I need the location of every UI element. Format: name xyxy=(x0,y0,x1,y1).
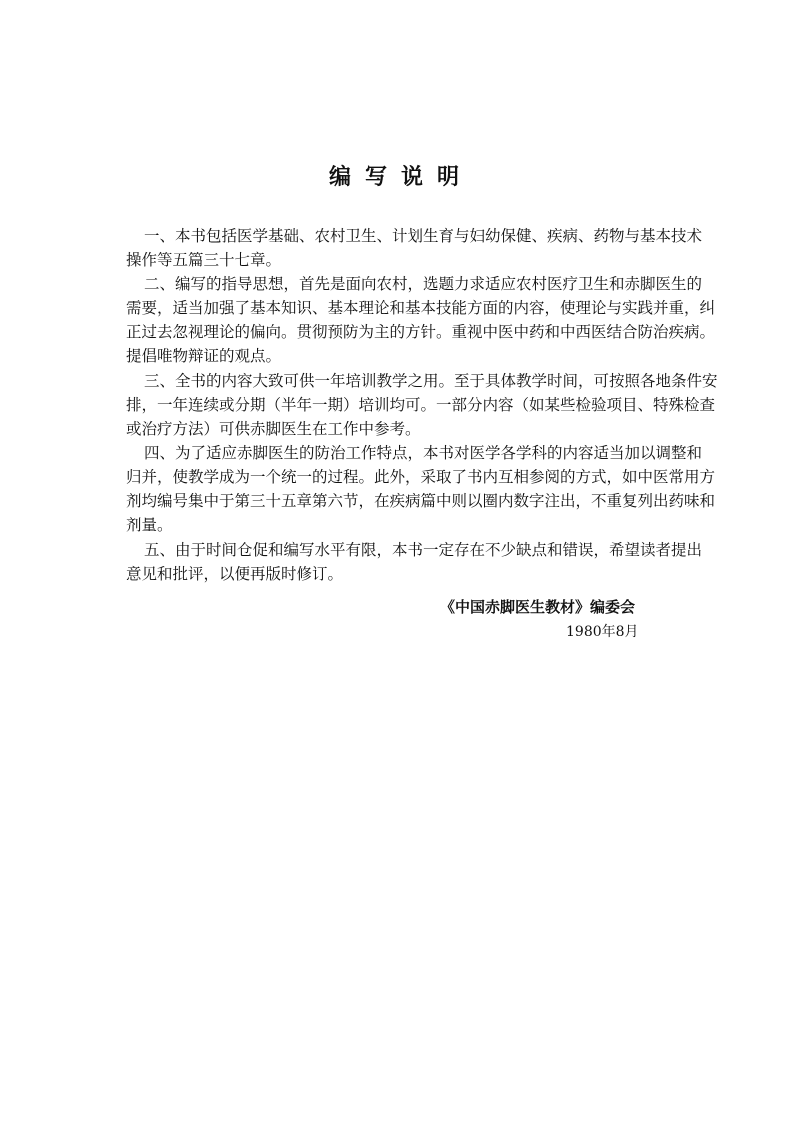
paragraph-line: 意见和批评，以便再版时修订。 xyxy=(126,565,344,583)
paragraph-line: 二、编写的指导思想，首先是面向农村，选题力求适应农村医疗卫生和赤脚医生的 xyxy=(144,275,703,293)
paragraph-line: 三、全书的内容大致可供一年培训教学之用。至于具体教学时间，可按照各地条件安 xyxy=(144,372,718,390)
paragraph-line: 五、由于时间仓促和编写水平有限，本书一定存在不少缺点和错误，希望读者提出 xyxy=(144,541,703,559)
date: 1980年8月 xyxy=(566,624,639,640)
signature: 《中国赤脚医生教材》编委会 xyxy=(440,598,636,616)
paragraph-line: 正过去忽视理论的偏向。贯彻预防为主的方针。重视中医中药和中西医结合防治疾病。 xyxy=(126,323,716,341)
paragraph-line: 或治疗方法）可供赤脚医生在工作中参考。 xyxy=(126,420,421,438)
paragraph-line: 四、为了适应赤脚医生的防治工作特点，本书对医学各学科的内容适当加以调整和 xyxy=(144,444,703,462)
paragraph-line: 提倡唯物辩证的观点。 xyxy=(126,347,282,365)
page-title: 编写说明 xyxy=(328,164,473,190)
paragraph-line: 剂均编号集中于第三十五章第六节，在疾病篇中则以圈内数字注出，不重复列出药味和 xyxy=(126,492,716,510)
paragraph-line: 排，一年连续或分期（半年一期）培训均可。一部分内容（如某些检验项目、特殊检查 xyxy=(126,396,716,414)
paragraph-line: 操作等五篇三十七章。 xyxy=(126,251,282,269)
paragraph-line: 剂量。 xyxy=(126,516,173,534)
paragraph-line: 需要，适当加强了基本知识、基本理论和基本技能方面的内容，使理论与实践并重，纠 xyxy=(126,299,716,317)
paragraph-line: 归并，使教学成为一个统一的过程。此外，采取了书内互相参阅的方式，如中医常用方 xyxy=(126,468,716,486)
paragraph-line: 一、本书包括医学基础、农村卫生、计划生育与妇幼保健、疾病、药物与基本技术 xyxy=(144,227,703,245)
